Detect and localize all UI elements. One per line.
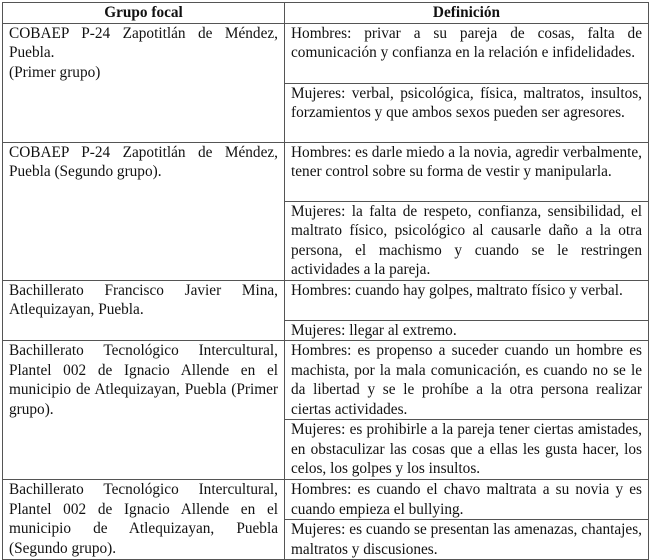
group-cell: COBAEP P-24 Zapotitlán de Méndez, Puebla (Segundo grupo). [3,142,285,280]
men-definition: Hombres: cuando hay golpes, maltrato físico y verbal. [285,280,649,320]
header-row [3,3,649,24]
group-name: COBAEP P-24 Zapotitlán de Méndez, Puebla. [9,24,278,61]
group-cell: Bachillerato Francisco Javier Mina, Atlequizayan, Puebla. [3,280,285,341]
focus-group-definitions-table [2,2,649,560]
table-row [3,23,649,83]
women-definition: Mujeres: es prohibirle a la pareja tener ciertas amistades, en obstaculizar las cosas que a ellas les gusta hacer, los celos, los golpes y los insultos. [285,420,649,480]
group-subtitle: (Primer grupo) [9,63,101,81]
women-definition: Mujeres: verbal, psicológica, física, maltratos, insultos, forzamientos y que ambos sexos pueden ser agresores. [285,83,649,142]
table-row [3,341,649,420]
men-definition: Hombres: es darle miedo a la novia, agredir verbalmente, tener control sobre su forma de vestir y manipularla. [285,142,649,201]
women-definition: Mujeres: es cuando se presentan las amenazas, chantajes, maltratos y discusiones. [285,520,649,560]
women-definition: Mujeres: llegar al extremo. [285,320,649,341]
table-row [3,280,649,320]
group-cell: Bachillerato Tecnológico Intercultural, Plantel 002 de Ignacio Allende en el municipio de Atlequizayan, Puebla (Segundo grupo). [3,480,285,560]
group-cell: Bachillerato Tecnológico Intercultural, Plantel 002 de Ignacio Allende en el municipio de Atlequizayan, Puebla (Primer grupo). [3,341,285,480]
table-row [3,142,649,201]
header-definicion: Definición [285,3,649,24]
men-definition: Hombres: es cuando el chavo maltrata a su novia y es cuando empieza el bullying. [285,480,649,520]
table-row [3,480,649,520]
men-definition: Hombres: privar a su pareja de cosas, falta de comunicación y confianza en la relación e infidelidades. [285,23,649,83]
group-cell [3,23,285,142]
men-definition: Hombres: es propenso a suceder cuando un hombre es machista, por la mala comunicación, es cuando no se le da libertad y se le prohíbe a la otra persona realizar ciertas actividades. [285,341,649,420]
header-grupo-focal: Grupo focal [3,3,285,24]
women-definition: Mujeres: la falta de respeto, confianza, sensibilidad, el maltrato físico, psicológico al causarle daño a la otra persona, el machismo y cuando se le restringen actividades a la pareja. [285,201,649,280]
